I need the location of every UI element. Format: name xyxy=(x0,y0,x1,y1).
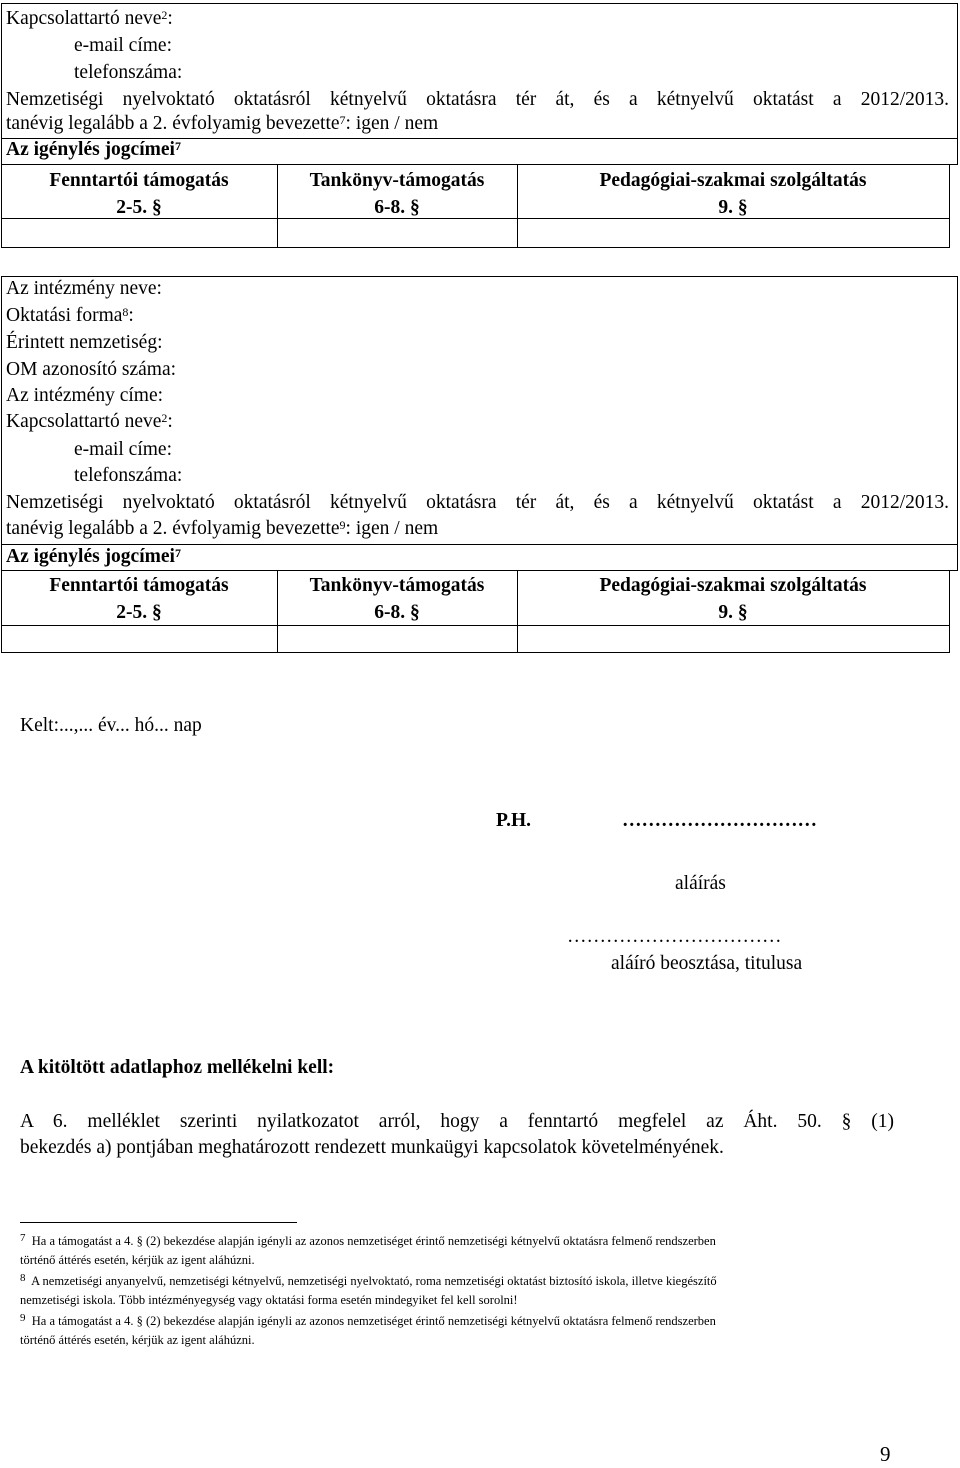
block1-col-tankonyv-sub: 6-8. § xyxy=(374,197,420,218)
footnote-ref: 7 xyxy=(339,113,346,127)
block2-transition-line2: tanévig legalább a 2. évfolyamig bevezette$^9$: igen / nem xyxy=(6,518,439,539)
footnote-number: 8 xyxy=(20,1272,26,1284)
footnote-ref: 2 xyxy=(161,8,168,22)
block2-col-pedagogiai-sub: 9. § xyxy=(718,602,748,623)
footnote-line: $^9$ Ha a támogatást a 4. § (2) bekezdése alapján igényli az azonos nemzetiséget érintő nemzetiségi kétnyelvű oktatásra felmenő rendszerben xyxy=(20,1312,716,1328)
footnote-7 xyxy=(20,1232,880,1270)
block1-transition-line1: Nemzetiségi nyelvoktató oktatásról kétnyelvű oktatásra tér át, és a kétnyelvű oktatást a 2012/2013. xyxy=(6,89,949,110)
footnote-separator xyxy=(20,1222,297,1223)
footnote-ref: 7 xyxy=(174,546,181,560)
attachments-line1: A 6. melléklet szerinti nyilatkozatot arról, hogy a fenntartó megfelel az Áht. 50. § (1) xyxy=(20,1111,894,1132)
block1-col-tankonyv: Tankönyv-támogatás xyxy=(309,170,485,191)
date-line: Kelt:...,... év... hó... nap xyxy=(20,715,202,736)
block2-address-label: Az intézmény címe: xyxy=(6,385,164,406)
block1-transition-line2: tanévig legalább a 2. évfolyamig bevezette$^7$: igen / nem xyxy=(6,113,439,134)
footnote-ref: 7 xyxy=(174,139,181,153)
footnote-line: nemzetiségi iskola. Több intézményegység vagy oktatási forma esetén mindegyiket fel kell sorolni! xyxy=(20,1293,518,1307)
footnote-line: $^8$ A nemzetiségi anyanyelvű, nemzetiségi kétnyelvű, nemzetiségi nyelvoktató, roma nemzetiségi oktatást biztosító iskola, illetve kiegészítő xyxy=(20,1272,717,1288)
footnote-number: 7 xyxy=(20,1232,26,1244)
attachments-line2: bekezdés a) pontjában meghatározott rendezett munkaügyi kapcsolatok követelményének. xyxy=(20,1137,724,1158)
block2-contact-label: Kapcsolattartó neve$^2$: xyxy=(6,411,173,432)
signature-dots: ………………………… xyxy=(622,810,817,831)
position-label: aláíró beosztása, titulusa xyxy=(611,953,803,974)
block2-email-label: e-mail címe: xyxy=(74,439,172,460)
block1-col-pedagogiai: Pedagógiai-szakmai szolgáltatás xyxy=(599,170,867,191)
footnote-ref: 8 xyxy=(122,305,129,319)
block2-nationality-label: Érintett nemzetiség: xyxy=(6,332,163,353)
footnote-line: történő áttérés esetén, kérjük az igent aláhúzni. xyxy=(20,1333,255,1347)
page-number: 9 xyxy=(880,1442,891,1466)
block1-col-fenntartoi-sub: 2-5. § xyxy=(116,197,162,218)
attachments-title: A kitöltött adatlaphoz mellékelni kell: xyxy=(20,1057,335,1078)
block2-col-fenntartoi: Fenntartói támogatás xyxy=(49,575,229,596)
signature-label: aláírás xyxy=(675,873,726,894)
block1-claims-title: Az igénylés jogcímei$^7$ xyxy=(6,139,181,160)
block2-col-pedagogiai: Pedagógiai-szakmai szolgáltatás xyxy=(599,575,867,596)
footnote-line: $^7$ Ha a támogatást a 4. § (2) bekezdése alapján igényli az azonos nemzetiséget érintő nemzetiségi kétnyelvű oktatásra felmenő rendszerben xyxy=(20,1232,716,1248)
footnote-number: 9 xyxy=(20,1312,26,1324)
block2-col-tankonyv-sub: 6-8. § xyxy=(374,602,420,623)
block2-claims-title: Az igénylés jogcímei$^7$ xyxy=(6,546,181,567)
block2-form-label: Oktatási forma$^8$: xyxy=(6,305,134,326)
footnote-9 xyxy=(20,1312,880,1350)
footnote-line: történő áttérés esetén, kérjük az igent aláhúzni. xyxy=(20,1253,255,1267)
position-dots: …………………………… xyxy=(567,926,782,947)
block1-col-fenntartoi: Fenntartói támogatás xyxy=(49,170,229,191)
footnote-ref: 9 xyxy=(339,518,346,532)
ph-mark: P.H. xyxy=(496,810,532,831)
footnote-ref: 2 xyxy=(161,411,168,425)
block2-phone-label: telefonszáma: xyxy=(74,465,183,486)
block1-email-label: e-mail címe: xyxy=(74,35,172,56)
block2-col-tankonyv: Tankönyv-támogatás xyxy=(309,575,485,596)
block2-col-fenntartoi-sub: 2-5. § xyxy=(116,602,162,623)
block1-contact-label: Kapcsolattartó neve$^2$: xyxy=(6,8,173,29)
block1-col-pedagogiai-sub: 9. § xyxy=(718,197,748,218)
block2-om-label: OM azonosító száma: xyxy=(6,359,177,380)
block1-phone-label: telefonszáma: xyxy=(74,62,183,83)
block2-transition-line1: Nemzetiségi nyelvoktató oktatásról kétnyelvű oktatásra tér át, és a kétnyelvű oktatást a 2012/2013. xyxy=(6,492,949,513)
footnote-8 xyxy=(20,1272,880,1310)
block2-institution-name-label: Az intézmény neve: xyxy=(6,278,162,299)
